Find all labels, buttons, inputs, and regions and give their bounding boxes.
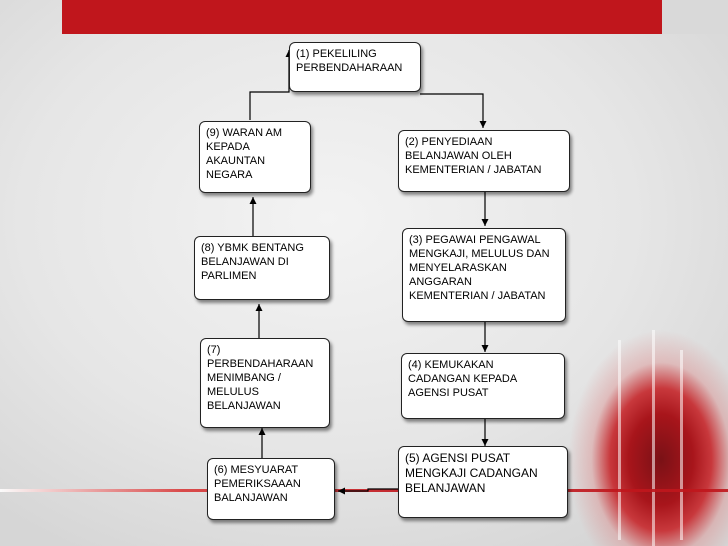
arrow-9-to-1 — [250, 50, 289, 120]
node-6-mesyuarat: (6) MESYUARAT PEMERIKSAAAN BALANJAWAN — [207, 458, 335, 520]
node-5-agensi-pusat: (5) AGENSI PUSAT MENGKAJI CADANGAN BELANJAWAN — [398, 446, 568, 518]
arrow-5-to-6 — [338, 489, 398, 491]
node-9-waran-am: (9) WARAN AM KEPADA AKAUNTAN NEGARA — [199, 121, 311, 193]
node-2-penyediaan: (2) PENYEDIAAN BELANJAWAN OLEH KEMENTERIAN / JABATAN — [398, 130, 570, 192]
node-8-ybmk-bentang: (8) YBMK BENTANG BELANJAWAN DI PARLIMEN — [194, 236, 330, 300]
node-7-perbendaharaan: (7) PERBENDAHARAAN MENIMBANG / MELULUS BELANJAWAN — [200, 338, 330, 428]
node-4-kemukakan: (4) KEMUKAKAN CADANGAN KEPADA AGENSI PUSAT — [401, 353, 565, 419]
arrow-1-to-2 — [420, 94, 483, 128]
node-3-pegawai-pengawal: (3) PEGAWAI PENGAWAL MENGKAJI, MELULUS DAN MENYELARASKAN ANGGARAN KEMENTERIAN / JABATAN — [402, 228, 566, 322]
node-1-pekeliling: (1) PEKELILING PERBENDAHARAAN — [289, 42, 421, 92]
